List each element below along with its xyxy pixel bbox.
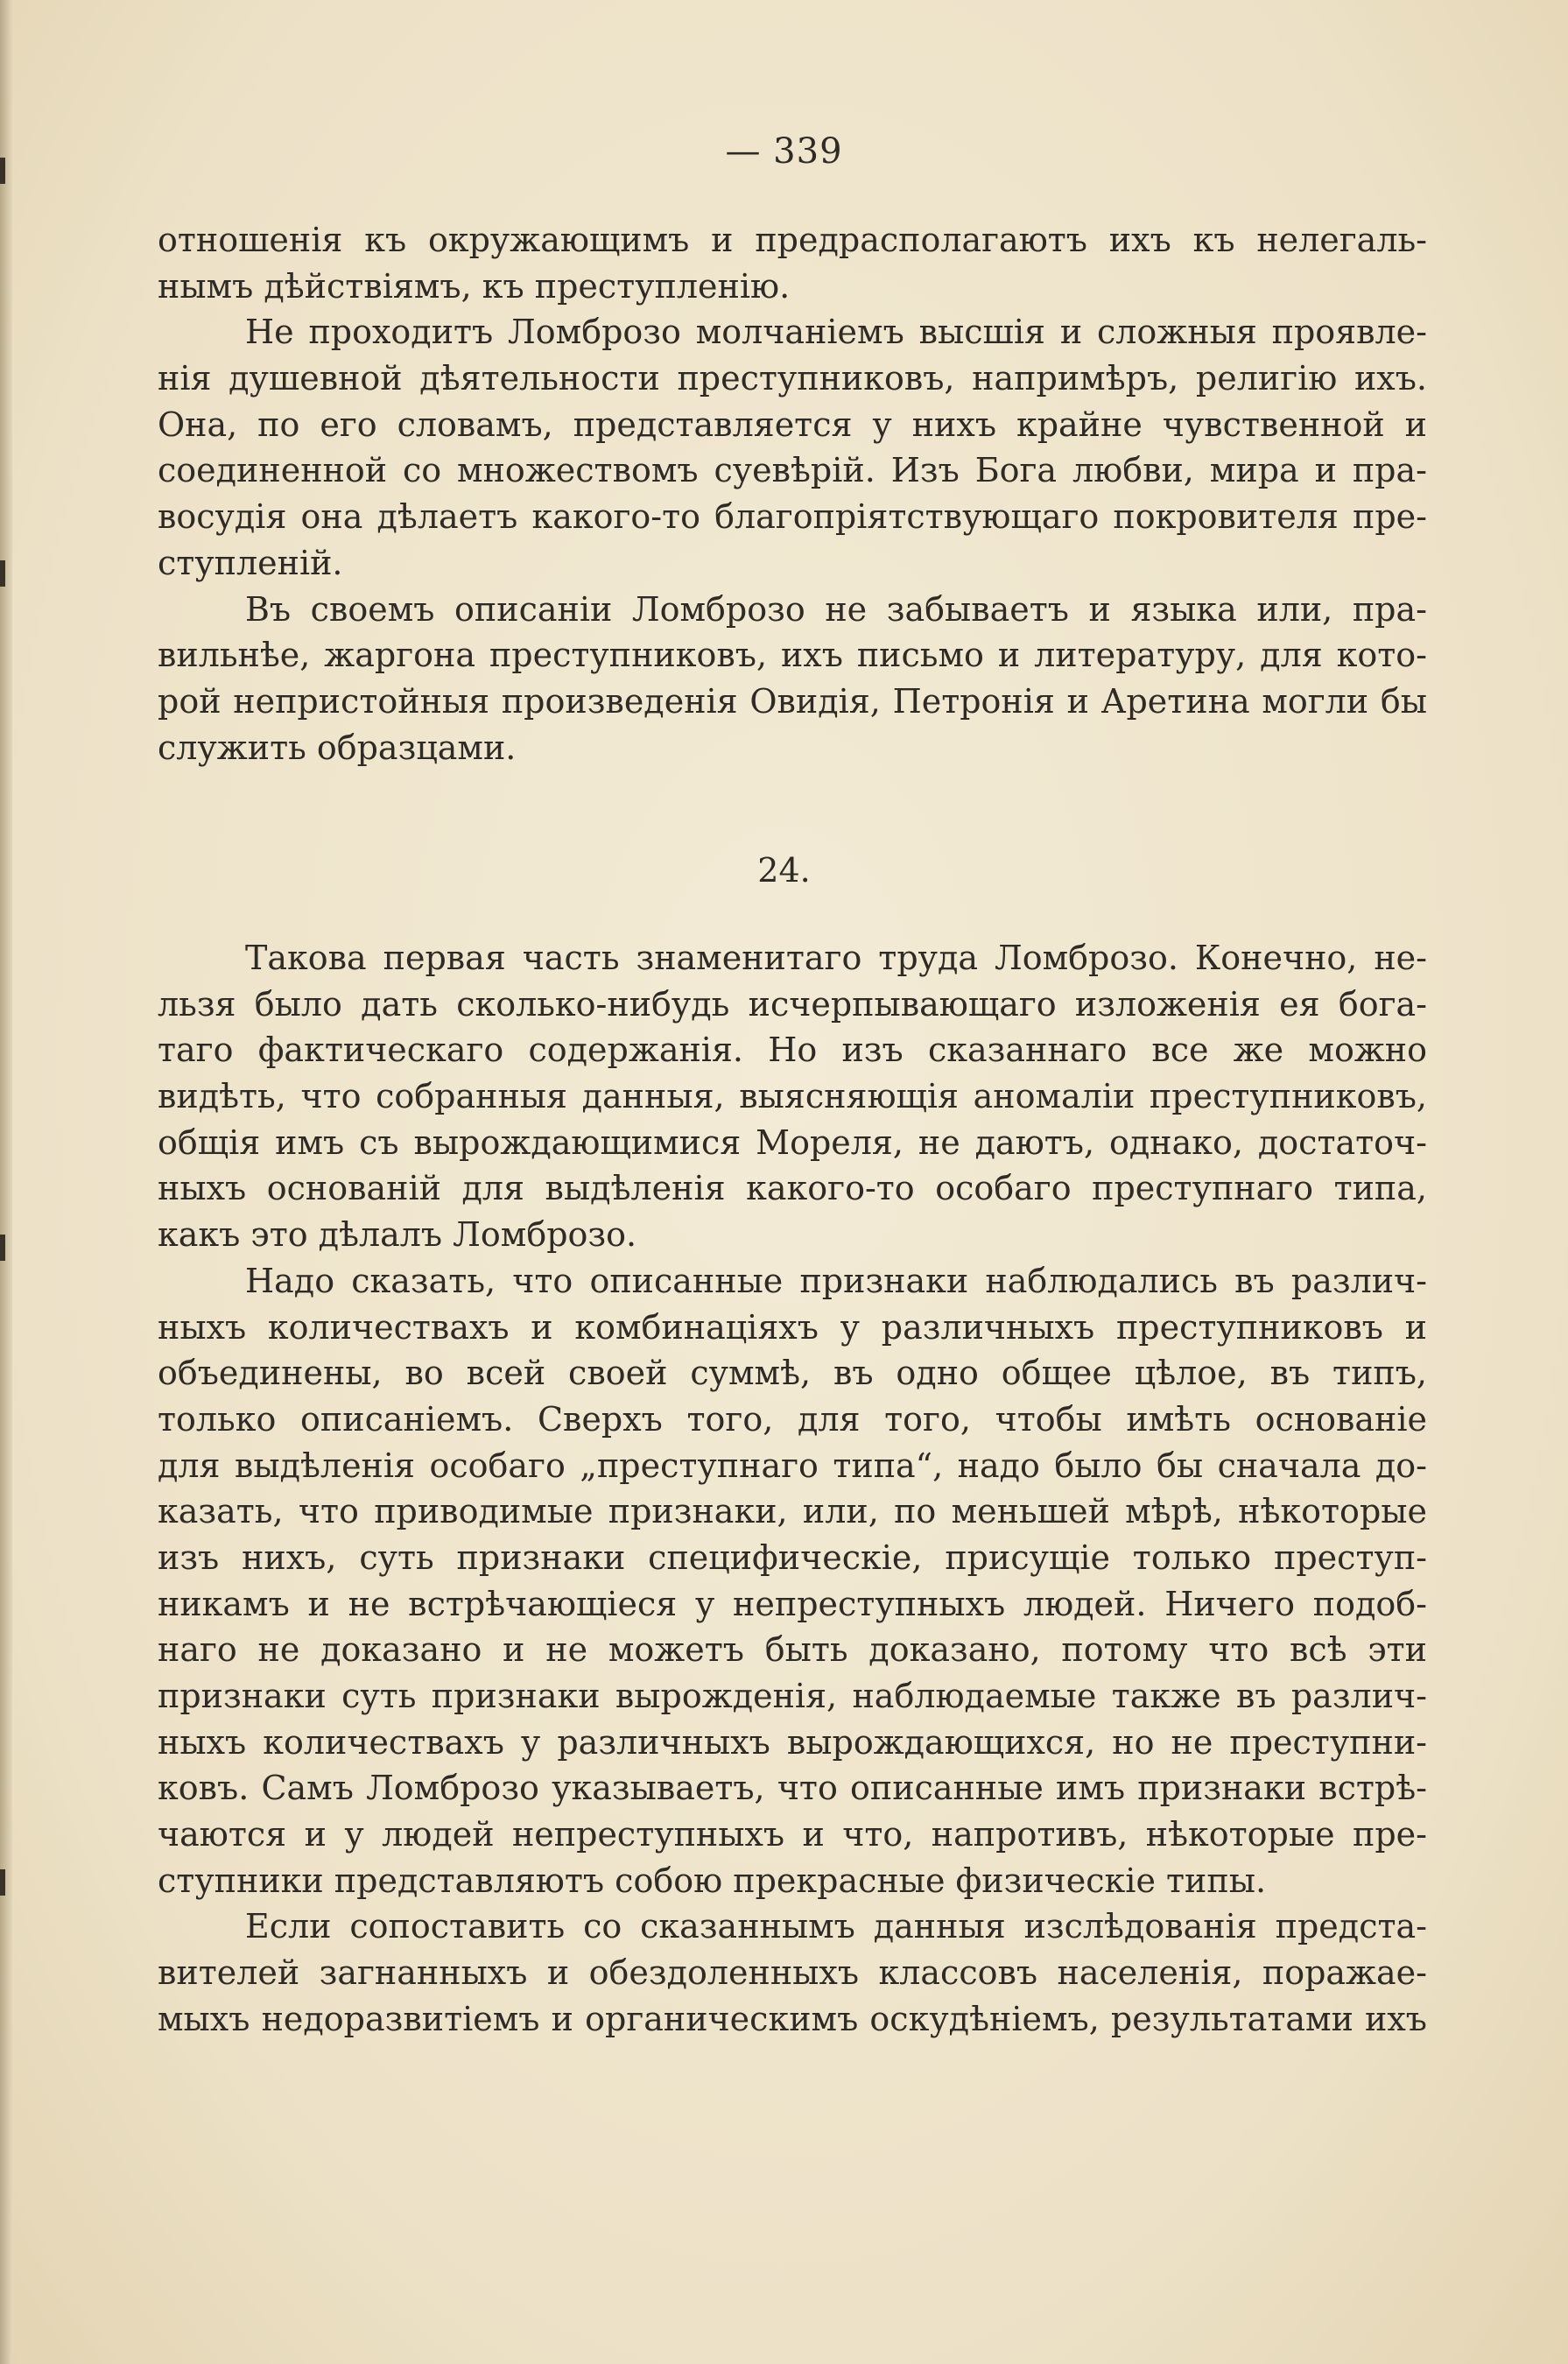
text-line: только описаніемъ. Сверхъ того, для того, чтобы имѣть основаніе <box>158 1399 1427 1439</box>
edge-mark <box>0 1235 5 1261</box>
text-line: наго не доказано и не можетъ быть доказано, потому что всѣ эти <box>158 1630 1427 1670</box>
text-line: ступники представляютъ собою прекрасные физическіе типы. <box>158 1861 1267 1900</box>
text-line: объединены, во всей своей суммѣ, въ одно общее цѣлое, въ типъ, <box>158 1354 1427 1393</box>
text-line: ныхъ основаній для выдѣленія какого-то особаго преступнаго типа, <box>158 1169 1427 1208</box>
text-line: отношенія къ окружающимъ и предрасполагаютъ ихъ къ нелегаль- <box>158 221 1427 259</box>
text-line: изъ нихъ, суть признаки специфическіе, присущіе только преступ- <box>158 1537 1427 1577</box>
text-line: казать, что приводимые признаки, или, по меньшей мѣрѣ, нѣкоторые <box>158 1492 1427 1531</box>
paragraphs-bottom <box>158 935 1427 2043</box>
text-line: служить образцами. <box>158 728 517 767</box>
text-line: льзя было дать сколько-нибудь исчерпывающаго изложенія ея бога- <box>158 984 1427 1024</box>
text-line: какъ это дѣлалъ Ломброзо. <box>158 1215 637 1255</box>
text-line: общія имъ съ вырождающимися Мореля, не даютъ, однако, достаточ- <box>158 1122 1427 1162</box>
text-line: Она, по его словамъ, представляется у нихъ крайне чувственной и <box>158 405 1427 444</box>
section-number: 24. <box>757 851 811 890</box>
text-line: вителей загнанныхъ и обездоленныхъ классовъ населенія, поражае- <box>158 1953 1427 1993</box>
text-line: рой непристойныя произведенія Овидія, Петронія и Аретина могли бы <box>158 681 1427 721</box>
text-line: ныхъ количествахъ у различныхъ вырождающихся, но не преступни- <box>158 1722 1427 1762</box>
text-line: Въ своемъ описаніи Ломброзо не забываетъ и языка или, пра- <box>245 589 1427 629</box>
text-line: восудія она дѣлаетъ какого-то благопріятствующаго покровителя пре- <box>158 497 1427 537</box>
text-line: Такова первая часть знаменитаго труда Ломброзо. Конечно, не- <box>245 939 1427 977</box>
text-line: Не проходитъ Ломброзо молчаніемъ высшія и сложныя проявле- <box>245 313 1427 352</box>
text-line: Надо сказать, что описанные признаки наблюдались въ различ- <box>245 1261 1427 1300</box>
text-line: признаки суть признаки вырожденія, наблюдаемые также въ различ- <box>158 1677 1427 1715</box>
text-line: таго фактическаго содержанія. Но изъ сказаннаго все же можно <box>158 1031 1427 1070</box>
edge-mark <box>0 1869 5 1896</box>
text-line: ступленій. <box>158 543 343 582</box>
paragraphs-top <box>158 217 1427 770</box>
text-line: соединенной со множествомъ суевѣрій. Изъ Бога любви, мира и пра- <box>158 451 1427 490</box>
text-line: вильнѣе, жаргона преступниковъ, ихъ письмо и литературу, для кото- <box>158 636 1427 675</box>
page-number: — 339 <box>725 131 843 172</box>
text-line: Если сопоставить со сказаннымъ данныя изслѣдованія предста- <box>245 1907 1427 1946</box>
text-line: чаются и у людей непреступныхъ и что, напротивъ, нѣкоторые пре- <box>158 1815 1427 1854</box>
text-line: видѣть, что собранныя данныя, выясняющія аномаліи преступниковъ, <box>158 1077 1427 1116</box>
text-line: ковъ. Самъ Ломброзо указываетъ, что описанные имъ признаки встрѣ- <box>158 1769 1427 1808</box>
text-line: нія душевной дѣятельности преступниковъ, напримѣръ, религію ихъ. <box>158 359 1427 398</box>
edge-mark <box>0 560 5 587</box>
text-line: ныхъ количествахъ и комбинаціяхъ у различныхъ преступниковъ и <box>158 1307 1427 1347</box>
page-spine-edge <box>0 0 12 2364</box>
text-line: нымъ дѣйствіямъ, къ преступленію. <box>158 266 791 306</box>
text-line: для выдѣленія особаго „преступнаго типа“, надо было бы сначала до- <box>158 1446 1427 1485</box>
text-line: мыхъ недоразвитіемъ и органическимъ оскудѣніемъ, результатами ихъ <box>158 1999 1427 2038</box>
text-line: никамъ и не встрѣчающіеся у непреступныхъ людей. Ничего подоб- <box>158 1584 1427 1623</box>
